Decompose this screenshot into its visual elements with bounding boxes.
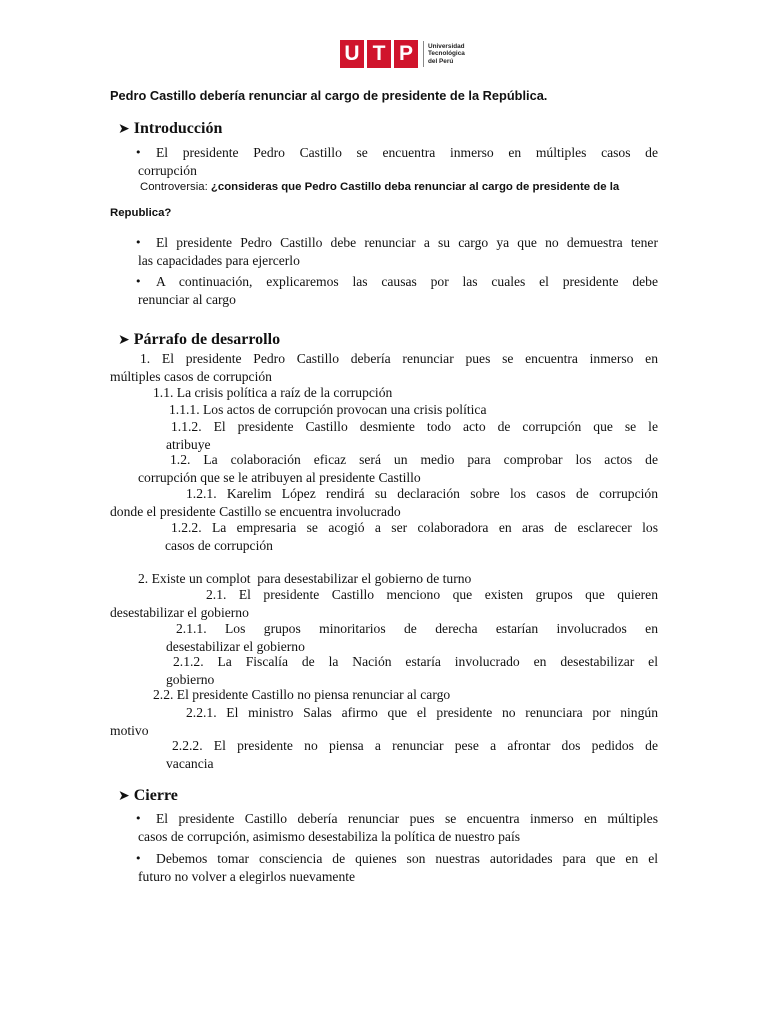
outline-item-2-1 [110, 586, 658, 622]
intro-bullet-1-line2: corrupción [138, 163, 197, 178]
logo-letter-u: U [340, 40, 364, 68]
intro-heading [118, 120, 222, 138]
controversy-line [140, 181, 619, 193]
outline-item-2-1-1-line2: desestabilizar el gobierno [166, 639, 305, 654]
cierre-bullet-1-line2: casos de corrupción, asimismo desestabiliza la política de nuestro país [138, 829, 521, 844]
logo-letters [340, 40, 418, 68]
cierre-bullet-2-line2: futuro no volver a elegirlos nuevamente [138, 869, 356, 884]
outline-item-1-2-1-line2: donde el presidente Castillo se encuentra involucrado [110, 504, 401, 519]
outline-item-1-1-2-line2: atribuye [166, 437, 211, 452]
outline-item-1 [110, 350, 658, 386]
outline-item-1-2-1 [110, 485, 658, 521]
intro-bullet-1-line1: El presidente Pedro Castillo se encuentra inmerso en múltiples casos de [156, 145, 658, 160]
outline-item-2-1-1-line1: 2.1.1. Los grupos minoritarios de derecha estarían involucrados en [176, 621, 658, 636]
cierre-heading-text: Cierre [133, 787, 178, 804]
logo-text-line: Tecnológica [428, 50, 465, 58]
outline-item-1-1-1: 1.1.1. Los actos de corrupción provocan una crisis política [169, 402, 487, 417]
outline-item-1-line2: múltiples casos de corrupción [110, 369, 272, 384]
outline-item-2-2-2-line1: 2.2.2. El presidente no piensa a renunciar pese a afrontar dos pedidos de [172, 738, 658, 753]
outline-item-1-2 [138, 451, 658, 487]
intro-bullet-3-line2: renunciar al cargo [138, 292, 236, 307]
bullet-dot-icon: • [135, 236, 142, 249]
bullet-dot-icon: • [135, 146, 142, 159]
intro-bullet-2-line2: las capacidades para ejercerlo [138, 253, 300, 268]
outline-item-1-2-2-line2: casos de corrupción [165, 538, 273, 553]
outline-item-1-2-line2: corrupción que se le atribuyen al presidente Castillo [138, 470, 421, 485]
cierre-bullet-1-line1: El presidente Castillo debería renunciar pues se encuentra inmerso en múltiples [156, 811, 658, 826]
outline-item-1-1: 1.1. La crisis política a raíz de la corrupción [153, 385, 393, 400]
bullet-dot-icon: • [135, 812, 142, 825]
outline-item-1-1-2-line1: 1.1.2. El presidente Castillo desmiente todo acto de corrupción que se le [171, 419, 658, 434]
outline-item-2-2: 2.2. El presidente Castillo no piensa renunciar al cargo [153, 687, 451, 702]
logo-letter-t: T [367, 40, 391, 68]
desarrollo-heading-text: Párrafo de desarrollo [133, 331, 281, 348]
logo-text-line: Universidad [428, 42, 465, 50]
intro-bullet-3 [135, 273, 658, 309]
utp-logo [340, 40, 465, 68]
logo-letter-p: P [394, 40, 418, 68]
outline-item-2-1-2-line1: 2.1.2. La Fiscalía de la Nación estaría involucrado en desestabilizar el [173, 654, 658, 669]
cierre-bullet-2-line1: Debemos tomar consciencia de quienes son nuestras autoridades para que en el [156, 851, 658, 866]
logo-text [428, 43, 465, 65]
intro-bullet-2 [135, 234, 658, 270]
logo-text-line: del Perú [428, 57, 454, 65]
cierre-bullet-1 [135, 810, 658, 846]
bullet-dot-icon: • [135, 275, 142, 288]
outline-item-1-2-2 [165, 519, 658, 555]
outline-item-2-1-1 [166, 620, 658, 656]
cierre-heading [118, 787, 178, 805]
outline-item-2-2-1-line1: 2.2.1. El ministro Salas afirmo que el presidente no renunciara por ningún [186, 705, 658, 720]
intro-bullet-3-line1: A continuación, explicaremos las causas por las cuales el presidente debe [156, 274, 658, 289]
arrow-bullet-icon: ➤ [118, 332, 130, 348]
outline-item-2-1-line1: 2.1. El presidente Castillo menciono que existen grupos que quieren [206, 587, 658, 602]
document-title: Pedro Castillo debería renunciar al cargo de presidente de la República. [110, 88, 548, 103]
intro-bullet-1 [135, 144, 658, 180]
outline-item-1-2-2-line1: 1.2.2. La empresaria se acogió a ser colaboradora en aras de esclarecer los [171, 520, 658, 535]
outline-item-2-2-1-line2: motivo [110, 723, 149, 738]
cierre-bullet-2 [135, 850, 658, 886]
arrow-bullet-icon: ➤ [118, 788, 130, 804]
logo-divider [423, 41, 424, 67]
arrow-bullet-icon: ➤ [118, 121, 130, 137]
outline-item-2-2-2-line2: vacancia [166, 756, 214, 771]
outline-item-1-2-1-line1: 1.2.1. Karelim López rendirá su declaración sobre los casos de corrupción [186, 486, 658, 501]
outline-item-1-line1: 1. El presidente Pedro Castillo debería renunciar pues se encuentra inmerso en [140, 351, 658, 366]
outline-item-2-1-line2: desestabilizar el gobierno [110, 605, 249, 620]
intro-heading-text: Introducción [133, 120, 223, 137]
intro-bullet-2-line1: El presidente Pedro Castillo debe renunciar a su cargo ya que no demuestra tener [156, 235, 658, 250]
outline-item-1-1-2 [166, 418, 658, 454]
bullet-dot-icon: • [135, 852, 142, 865]
outline-item-2-1-2-line2: gobierno [166, 672, 215, 687]
outline-item-1-2-line1: 1.2. La colaboración eficaz será un medio para comprobar los actos de [170, 452, 658, 467]
controversy-question: ¿consideras que Pedro Castillo deba renunciar al cargo de presidente de la [210, 181, 620, 193]
outline-item-2-2-2 [166, 737, 658, 773]
outline-item-2-2-1 [110, 704, 658, 740]
controversy-question-cont: Republica? [110, 207, 172, 219]
desarrollo-heading [118, 331, 280, 349]
outline-item-2-1-2 [166, 653, 658, 689]
outline-item-2: 2. Existe un complot para desestabilizar el gobierno de turno [138, 571, 472, 586]
controversy-label: Controversia: [140, 181, 208, 193]
